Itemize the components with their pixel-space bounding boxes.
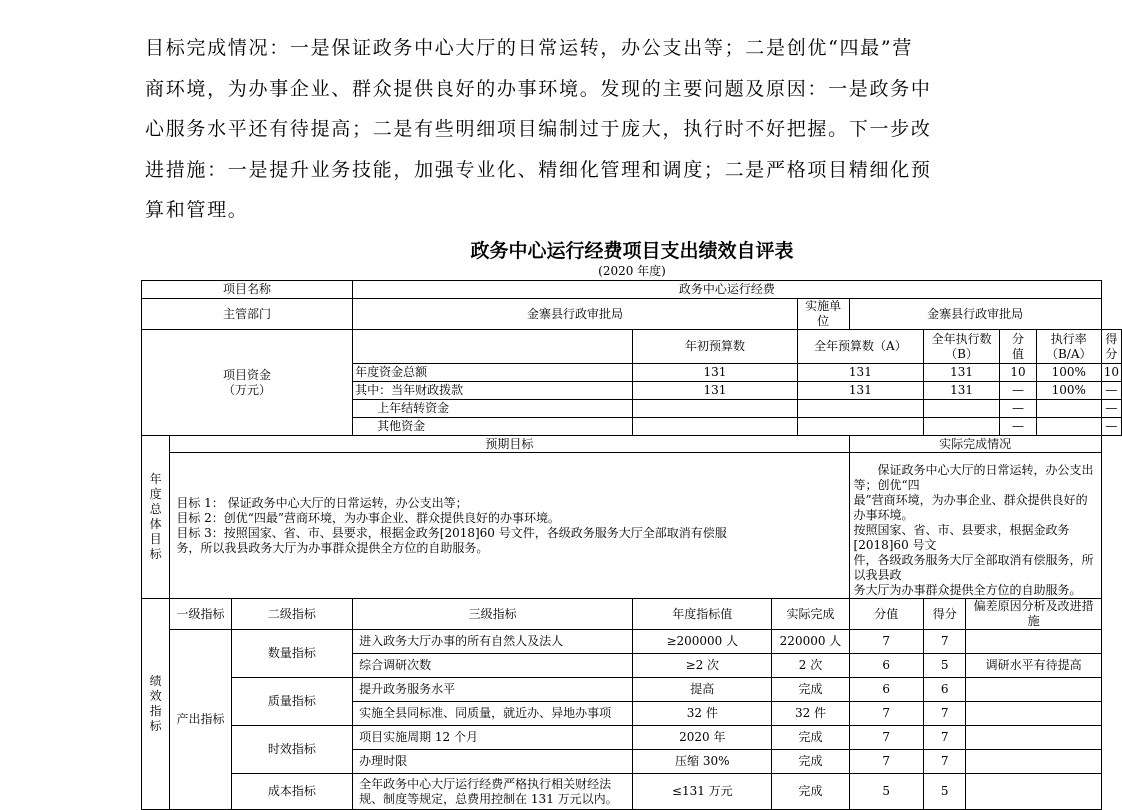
goal-line: 目标 2：创优“四最”营商环境，为办事企业、群众提供良好的办事环境。 — [176, 510, 561, 525]
table-title: 政务中心运行经费项目支出绩效自评表 — [470, 240, 794, 262]
table-row — [142, 330, 1122, 364]
dept-label: 主管部门 — [142, 299, 353, 330]
level2-timeliness: 时效指标 — [231, 726, 352, 774]
goals-section-char: 目 — [149, 532, 162, 546]
col-got-score-line: 得 — [1105, 331, 1118, 346]
goal-line: 务，所以我县政务大厅为办事群众提供全方位的自助服务。 — [176, 540, 489, 555]
level3-item: 提升政务服务水平 — [353, 678, 633, 702]
project-name-label: 项目名称 — [142, 281, 353, 299]
funds-rate — [1036, 418, 1101, 436]
table-row — [142, 599, 1122, 630]
analysis-value — [966, 774, 1101, 810]
funds-annual: 131 — [797, 364, 923, 382]
got-value: 7 — [923, 702, 966, 726]
level2-cost: 成本指标 — [231, 774, 352, 810]
score-value: 7 — [849, 726, 923, 750]
actual-value: 完成 — [772, 678, 849, 702]
expected-goal-text — [170, 453, 849, 599]
analysis-value — [966, 750, 1101, 774]
hdr-actual: 实际完成 — [772, 599, 849, 630]
indicators-section-char: 效 — [149, 689, 162, 703]
dept-value: 金寨县行政审批局 — [353, 299, 798, 330]
goals-section-char: 年 — [149, 472, 162, 486]
goals-section-char: 总 — [149, 502, 162, 516]
hdr-level3: 三级指标 — [353, 599, 633, 630]
analysis-value: 调研水平有待提高 — [966, 654, 1101, 678]
score-value: 6 — [849, 654, 923, 678]
table-row — [142, 774, 1122, 810]
score-value: 7 — [849, 750, 923, 774]
level3-item: 项目实施周期 12 个月 — [353, 726, 633, 750]
actual-value: 完成 — [772, 774, 849, 810]
hdr-got: 得分 — [923, 599, 966, 630]
goal-line: 目标 3：按照国家、省、市、县要求，根据金政务[2018]60 号文件，各级政务服务大厅全部取消有偿服 — [176, 525, 727, 540]
hdr-level2: 二级指标 — [231, 599, 352, 630]
funds-exec: 131 — [923, 364, 999, 382]
goals-section-char: 标 — [149, 547, 162, 561]
funds-row-label: 上年结转资金 — [353, 400, 633, 418]
hdr-level1: 一级指标 — [170, 599, 231, 630]
hdr-score: 分值 — [849, 599, 923, 630]
level3-item: 实施全县同标准、同质量，就近办、异地办事项 — [353, 702, 633, 726]
level3-item — [353, 774, 633, 810]
col-score-line: 值 — [1011, 346, 1024, 361]
target-value: 2020 年 — [633, 726, 772, 750]
level2-quality: 质量指标 — [231, 678, 352, 726]
funds-annual — [797, 418, 923, 436]
indicators-section-char: 标 — [149, 719, 162, 733]
got-value: 6 — [923, 678, 966, 702]
analysis-value — [966, 630, 1101, 654]
col-exec-rate-line: 执行率 — [1050, 331, 1087, 346]
impl-label: 实施单位 — [797, 299, 849, 330]
score-value: 7 — [849, 702, 923, 726]
got-value: 5 — [923, 774, 966, 810]
col-score — [1000, 330, 1037, 364]
result-line: 务大厅为办事群众提供全方位的自助服务。 — [853, 583, 1082, 597]
funds-annual: 131 — [797, 382, 923, 400]
result-line: 保证政务中心大厅的日常运转，办公支出等；创优“四 — [853, 463, 1094, 492]
actual-value: 2 次 — [772, 654, 849, 678]
funds-score: — — [1000, 400, 1037, 418]
col-annual-budget: 全年预算数（A） — [797, 330, 923, 364]
funds-got: — — [1101, 382, 1121, 400]
paragraph-line: 目标完成情况：一是保证政务中心大厅的日常运转，办公支出等；二是创优“四最”营 — [145, 37, 914, 59]
analysis-value — [966, 678, 1101, 702]
funds-exec — [923, 418, 999, 436]
paragraph-line: 心服务水平还有待提高；二是有些明细项目编制过于庞大，执行时不好把握。下一步改 — [145, 118, 932, 140]
score-value: 7 — [849, 630, 923, 654]
indicators-section-label — [142, 599, 170, 810]
level3-item: 办理时限 — [353, 750, 633, 774]
funds-initial — [633, 418, 798, 436]
table-row — [142, 630, 1122, 654]
funds-exec: 131 — [923, 382, 999, 400]
funds-rate: 100% — [1036, 364, 1101, 382]
funds-blank-header — [353, 330, 633, 364]
target-value: 压缩 30% — [633, 750, 772, 774]
analysis-value — [966, 702, 1101, 726]
actual-value: 完成 — [772, 750, 849, 774]
col-exec-rate-line: （B/A） — [1045, 346, 1092, 361]
funds-score: — — [1000, 382, 1037, 400]
table-row — [142, 678, 1122, 702]
got-value: 7 — [923, 630, 966, 654]
table-row — [142, 453, 1122, 599]
funds-rate: 100% — [1036, 382, 1101, 400]
funds-got: — — [1101, 418, 1121, 436]
got-value: 7 — [923, 726, 966, 750]
analysis-value — [966, 726, 1101, 750]
hdr-analysis: 偏差原因分析及改进措施 — [966, 599, 1101, 630]
funds-score: — — [1000, 418, 1037, 436]
got-value: 7 — [923, 750, 966, 774]
indicators-section-char: 指 — [149, 704, 162, 718]
intro-paragraph — [145, 28, 945, 231]
goals-section-char: 度 — [149, 487, 162, 501]
goals-section-char: 体 — [149, 517, 162, 531]
funds-annual — [797, 400, 923, 418]
table-row — [142, 299, 1122, 330]
table-row — [142, 726, 1122, 750]
goal-line: 目标 1： 保证政务中心大厅的日常运转，办公支出等； — [176, 495, 468, 510]
actual-result-text — [849, 453, 1101, 599]
funds-rate — [1036, 400, 1101, 418]
col-annual-exec: 全年执行数（B） — [923, 330, 999, 364]
table-year: (2020 年度) — [598, 264, 666, 278]
actual-value: 32 件 — [772, 702, 849, 726]
funds-row-label: 其他资金 — [353, 418, 633, 436]
table-row — [142, 281, 1122, 299]
target-value: 32 件 — [633, 702, 772, 726]
table-row — [142, 436, 1122, 453]
actual-value: 220000 人 — [772, 630, 849, 654]
funds-got: — — [1101, 400, 1121, 418]
expected-goal-header: 预期目标 — [170, 436, 849, 453]
performance-table — [141, 280, 1122, 810]
score-value: 5 — [849, 774, 923, 810]
level1-output: 产出指标 — [170, 630, 231, 810]
col-exec-rate — [1036, 330, 1101, 364]
actual-value: 完成 — [772, 726, 849, 750]
score-value: 6 — [849, 678, 923, 702]
funds-label-line: 项目资金 — [223, 367, 272, 382]
col-initial-budget: 年初预算数 — [633, 330, 798, 364]
col-got-score — [1101, 330, 1121, 364]
funds-initial: 131 — [633, 364, 798, 382]
target-value: ≥200000 人 — [633, 630, 772, 654]
target-value: 提高 — [633, 678, 772, 702]
funds-got: 10 — [1101, 364, 1121, 382]
got-value: 5 — [923, 654, 966, 678]
level3-item-line: 规、制度等规定，总费用控制在 131 万元以内。 — [359, 791, 618, 806]
target-value: ≥2 次 — [633, 654, 772, 678]
actual-result-header: 实际完成情况 — [849, 436, 1101, 453]
indicators-section-char: 绩 — [149, 674, 162, 688]
paragraph-line: 商环境，为办事企业、群众提供良好的办事环境。发现的主要问题及原因：一是政务中 — [145, 77, 932, 100]
funds-row-label: 其中：当年财政拨款 — [353, 382, 633, 400]
paragraph-line: 算和管理。 — [145, 199, 249, 221]
goals-section-label — [142, 436, 170, 599]
level2-quantity: 数量指标 — [231, 630, 352, 678]
funds-label — [142, 330, 353, 436]
hdr-target: 年度指标值 — [633, 599, 772, 630]
target-value: ≤131 万元 — [633, 774, 772, 810]
funds-initial: 131 — [633, 382, 798, 400]
impl-value: 金寨县行政审批局 — [849, 299, 1101, 330]
funds-initial — [633, 400, 798, 418]
result-line: 按照国家、省、市、县要求，根据金政务[2018]60 号文 — [853, 523, 1070, 552]
col-score-line: 分 — [1011, 331, 1024, 346]
project-name-value: 政务中心运行经费 — [353, 281, 1102, 299]
result-line: 件，各级政务服务大厅全部取消有偿服务，所以我县政 — [853, 553, 1094, 582]
level3-item: 综合调研次数 — [353, 654, 633, 678]
col-got-score-line: 分 — [1105, 346, 1118, 361]
level3-item-line: 全年政务中心大厅运行经费严格执行相关财经法 — [359, 776, 612, 791]
funds-row-label: 年度资金总额 — [353, 364, 633, 382]
funds-label-line: （万元） — [223, 382, 272, 397]
funds-score: 10 — [1000, 364, 1037, 382]
result-line: 最”营商环境，为办事企业、群众提供良好的办事环境。 — [853, 493, 1088, 522]
level3-item: 进入政务大厅办事的所有自然人及法人 — [353, 630, 633, 654]
paragraph-line: 进措施：一是提升业务技能，加强专业化、精细化管理和调度；二是严格项目精细化预 — [145, 158, 932, 181]
funds-exec — [923, 400, 999, 418]
